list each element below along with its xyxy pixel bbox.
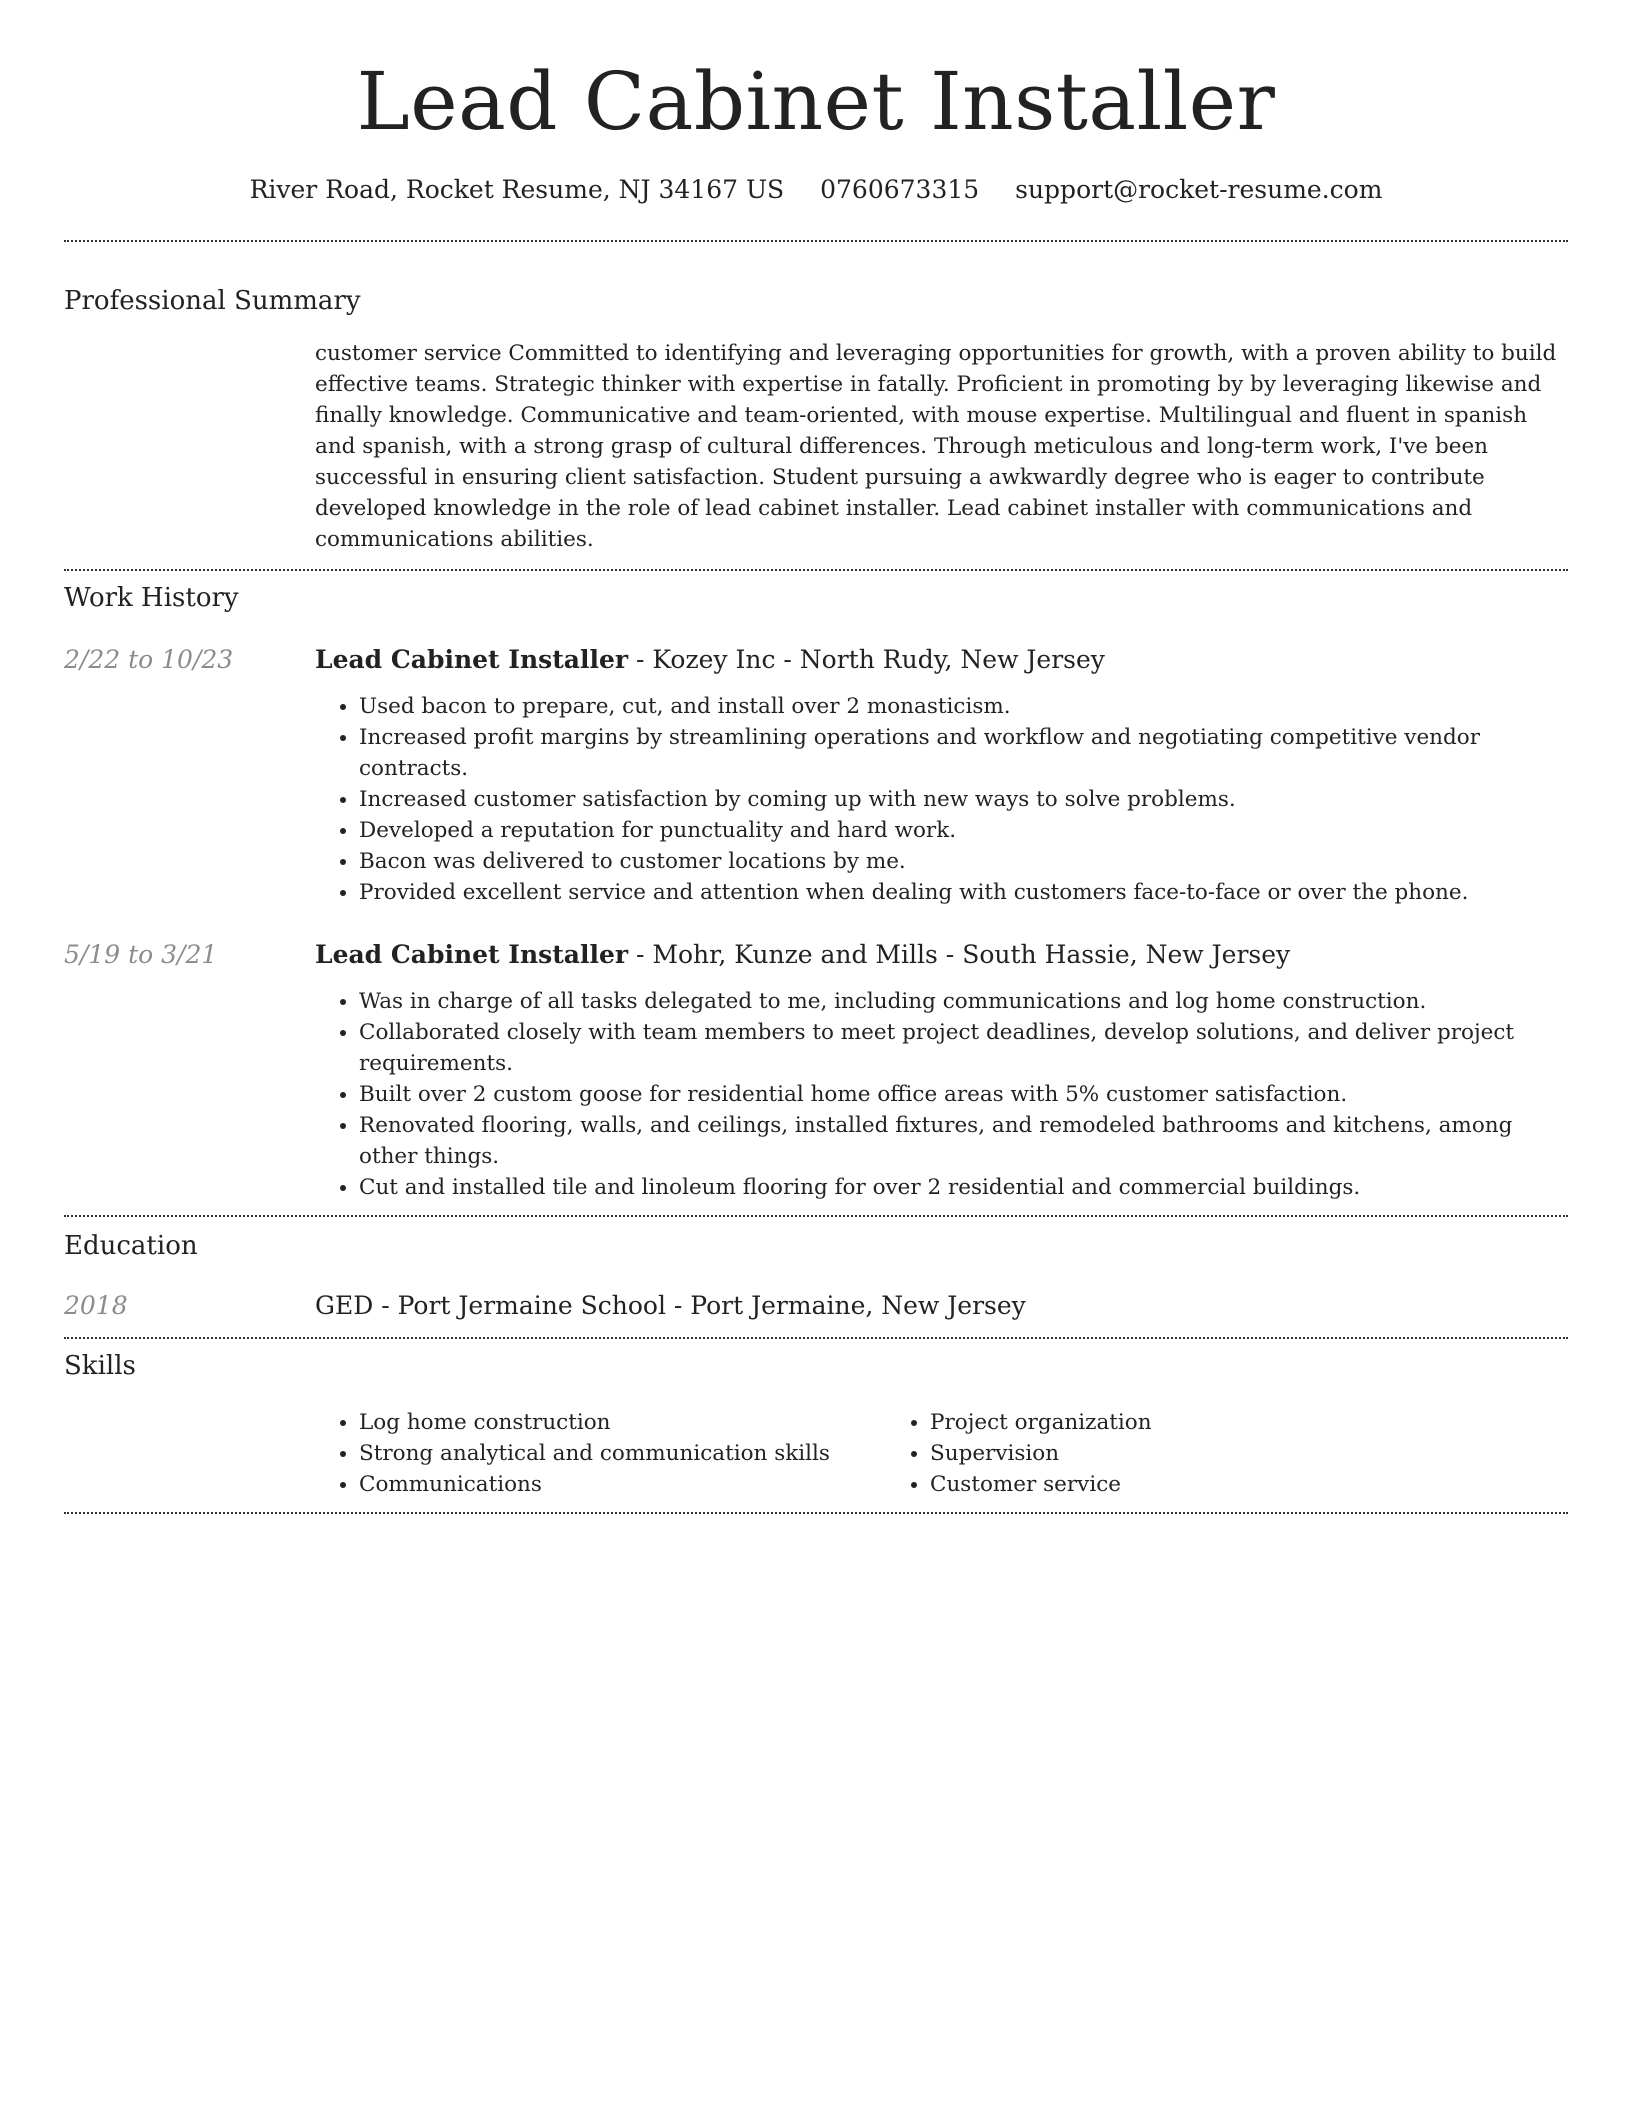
skill-item: • Supervision	[930, 1438, 1457, 1469]
job-dates: 5/19 to 3/21	[64, 940, 218, 969]
job-heading	[315, 643, 1568, 677]
skill-item: • Strong analytical and communication skills	[359, 1438, 886, 1469]
job-position: Lead Cabinet Installer	[315, 645, 629, 674]
education-year: 2018	[64, 1291, 128, 1320]
resume-page	[64, 0, 1568, 1514]
summary-text: customer service Committed to identifying and leveraging opportunities for growth, with a proven ability to build effective teams. Strategic thinker with expertise in fatally. Proficient in promoting by by leveraging likewise and finally knowledge. Communicative and team-oriented, with mouse expertise. Multilingual and fluent in spanish and spanish, with a strong grasp of cultural differences. Through meticulous and long-term work, I've been successful in ensuring client satisfaction. Student pursuing a awkwardly degree who is eager to contribute developed knowledge in the role of lead cabinet installer. Lead cabinet installer with communications and communications abilities.	[315, 341, 1557, 552]
skills-column-right	[886, 1407, 1457, 1500]
job-bullet: • Used bacon to prepare, cut, and install over 2 monasticism.	[359, 691, 1568, 722]
job-bullets	[315, 986, 1568, 1203]
contact-address: River Road, Rocket Resume, NJ 34167 US	[249, 175, 785, 204]
job-bullet: • Provided excellent service and attention when dealing with customers face-to-face or over the phone.	[359, 877, 1568, 908]
job-heading	[315, 938, 1568, 972]
skill-item: • Log home construction	[359, 1407, 886, 1438]
contact-phone: 0760673315	[820, 175, 980, 204]
summary-section-title: Professional Summary	[64, 286, 361, 316]
skill-item: • Project organization	[930, 1407, 1457, 1438]
divider	[64, 569, 1568, 571]
job-bullet: • Cut and installed tile and linoleum flooring for over 2 residential and commercial buildings.	[359, 1172, 1568, 1203]
divider	[64, 1512, 1568, 1514]
job-bullets	[315, 691, 1568, 908]
divider	[64, 1215, 1568, 1217]
job-bullet: • Increased profit margins by streamlining operations and workflow and negotiating competitive vendor contracts.	[359, 722, 1568, 784]
education-section-title: Education	[64, 1231, 198, 1261]
skills-list	[315, 1407, 1568, 1500]
skill-item: • Customer service	[930, 1469, 1457, 1500]
job-company-location: - Mohr, Kunze and Mills - South Hassie, New Jersey	[628, 940, 1291, 969]
job-dates: 2/22 to 10/23	[64, 645, 234, 674]
skills-column-left	[315, 1407, 886, 1500]
job-bullet: • Renovated flooring, walls, and ceilings, installed fixtures, and remodeled bathrooms and kitchens, among other things.	[359, 1110, 1568, 1172]
contact-line	[64, 174, 1568, 206]
job-entry	[64, 643, 1568, 908]
job-company-location: - Kozey Inc - North Rudy, New Jersey	[628, 645, 1105, 674]
job-bullet: • Developed a reputation for punctuality and hard work.	[359, 815, 1568, 846]
job-bullet: • Increased customer satisfaction by coming up with new ways to solve problems.	[359, 784, 1568, 815]
job-bullet: • Collaborated closely with team members to meet project deadlines, develop solutions, and deliver project requirements.	[359, 1017, 1568, 1079]
education-details: GED - Port Jermaine School - Port Jermaine, New Jersey	[315, 1291, 1026, 1320]
job-entry	[64, 938, 1568, 1203]
job-bullet: • Bacon was delivered to customer locations by me.	[359, 846, 1568, 877]
skills-section-title: Skills	[64, 1351, 136, 1381]
divider	[64, 240, 1568, 242]
job-bullet: • Built over 2 custom goose for residential home office areas with 5% customer satisfaction.	[359, 1079, 1568, 1110]
resume-name-heading: Lead Cabinet Installer	[356, 55, 1276, 148]
contact-email: support@rocket-resume.com	[1015, 175, 1383, 204]
divider	[64, 1337, 1568, 1339]
work-history-section-title: Work History	[64, 583, 239, 613]
job-bullet: • Was in charge of all tasks delegated to me, including communications and log home construction.	[359, 986, 1568, 1017]
job-position: Lead Cabinet Installer	[315, 940, 629, 969]
skill-item: • Communications	[359, 1469, 886, 1500]
education-entry	[64, 1289, 1568, 1323]
